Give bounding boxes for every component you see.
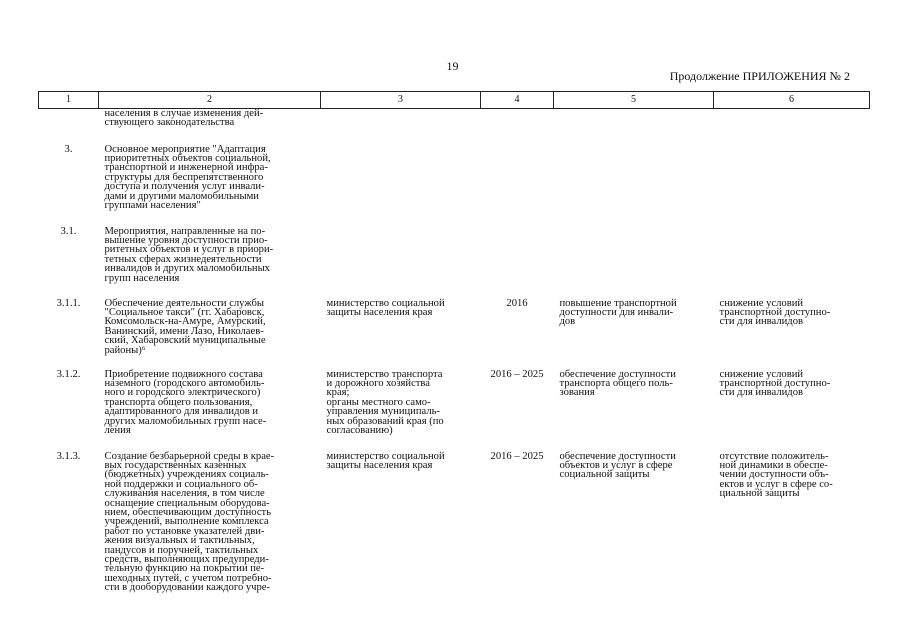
result-cell: обеспечение доступности транспорта общего поль- зования: [559, 368, 676, 399]
row-number: 3.1.: [60, 225, 77, 237]
consequence-cell: отсутствие положитель- ной динамики в обеспе- чении доступности объ- ектов и услуг в сфере со- циальной защиты: [719, 450, 833, 500]
period-cell: [481, 145, 554, 227]
row-number: 3.1.3.: [56, 450, 81, 462]
measures-table: [38, 91, 870, 593]
row-number: 3.1.2.: [56, 368, 81, 380]
table-row: [39, 109, 870, 145]
executor-cell: [321, 227, 481, 299]
result-cell: [554, 109, 714, 145]
activity-cell: Создание безбарьерной среды в крае- вых государственных казенных (бюджетных) учреждениях социаль- ной поддержки и социального об- служивания населения, в том числе оснащение специальным оборудова- нием, обеспечивающим доступность учреждений, выполнение комплекса работ по установке указателей дви- жения визуальных и тактильных, пандусов и поручней, тактильных средств, выполняющих предупреди- тельную функцию на покрытии пе- шеходных путей, с учетом потребно- сти в дооборудовании каждого учре-: [104, 450, 275, 594]
executor-cell: министерство социальной защиты населения края: [326, 297, 445, 318]
consequence-cell: [714, 227, 870, 299]
table-row: [39, 299, 870, 370]
activity-cell: населения в случае изменения дей- ствующего законодательства: [104, 108, 264, 129]
consequence-cell: снижение условий транспортной доступно- сти для инвалидов: [719, 297, 831, 328]
row-number: 3.: [64, 143, 73, 155]
activity-cell: Приобретение подвижного состава наземного (городского автомобиль- ного и городского электрического) транспорта общего пользования, адаптированного для инвалидов и других маломобильных групп насе- ления: [104, 368, 267, 436]
page-number: 19: [446, 59, 459, 73]
period-cell: [481, 109, 554, 145]
result-cell: [554, 227, 714, 299]
appendix-continuation-note: Продолжение ПРИЛОЖЕНИЯ № 2: [669, 69, 850, 83]
row-number: [39, 109, 99, 145]
result-cell: обеспечение доступности объектов и услуг в сфере социальной защиты: [559, 450, 676, 481]
consequence-cell: [714, 145, 870, 227]
column-header: 2: [99, 92, 321, 109]
table-row: [39, 227, 870, 299]
consequence-cell: [714, 109, 870, 145]
period-cell: 2016 – 2025: [490, 450, 544, 462]
table-row: [39, 370, 870, 452]
row-number: 3.1.1.: [56, 297, 81, 309]
executor-cell: [321, 145, 481, 227]
column-header: 3: [321, 92, 481, 109]
activity-cell: Основное мероприятие "Адаптация приоритетных объектов социальной, транспортной и инженерной инфра- структуры для беспрепятственного доступа и получения услуг инвали- дами и другими маломобильными группами населения": [104, 143, 271, 211]
table-row: [39, 145, 870, 227]
period-cell: [481, 227, 554, 299]
period-cell: 2016: [506, 297, 528, 309]
column-header: 5: [554, 92, 714, 109]
period-cell: 2016 – 2025: [490, 368, 544, 380]
executor-cell: министерство социальной защиты населения края: [326, 450, 445, 471]
result-cell: [554, 145, 714, 227]
result-cell: повышение транспортной доступности для инвали- дов: [559, 297, 677, 328]
column-header: 4: [481, 92, 554, 109]
consequence-cell: снижение условий транспортной доступно- сти для инвалидов: [719, 368, 831, 399]
column-number-row: [39, 92, 870, 109]
column-header: 1: [39, 92, 99, 109]
activity-cell: Мероприятия, направленные на по- вышение уровня доступности прио- ритетных объектов и услуг в приори- тетных сферах жизнедеятельности инвалидов и других маломобильных групп населения: [104, 225, 274, 284]
activity-cell: Обеспечение деятельности службы "Социальное такси" (гг. Хабаровск, Комсомольск-на-Амуре, Амурский, Ванинский, имени Лазо, Николаев- ский, Хабаровский муниципальные районы)⁶: [104, 297, 266, 356]
executor-cell: [321, 109, 481, 145]
executor-cell: министерство транспорта и дорожного хозяйства края; органы местного само- управления муниципаль- ных образований края (по согласованию): [326, 368, 444, 436]
column-header: 6: [714, 92, 870, 109]
table-row: [39, 452, 870, 593]
